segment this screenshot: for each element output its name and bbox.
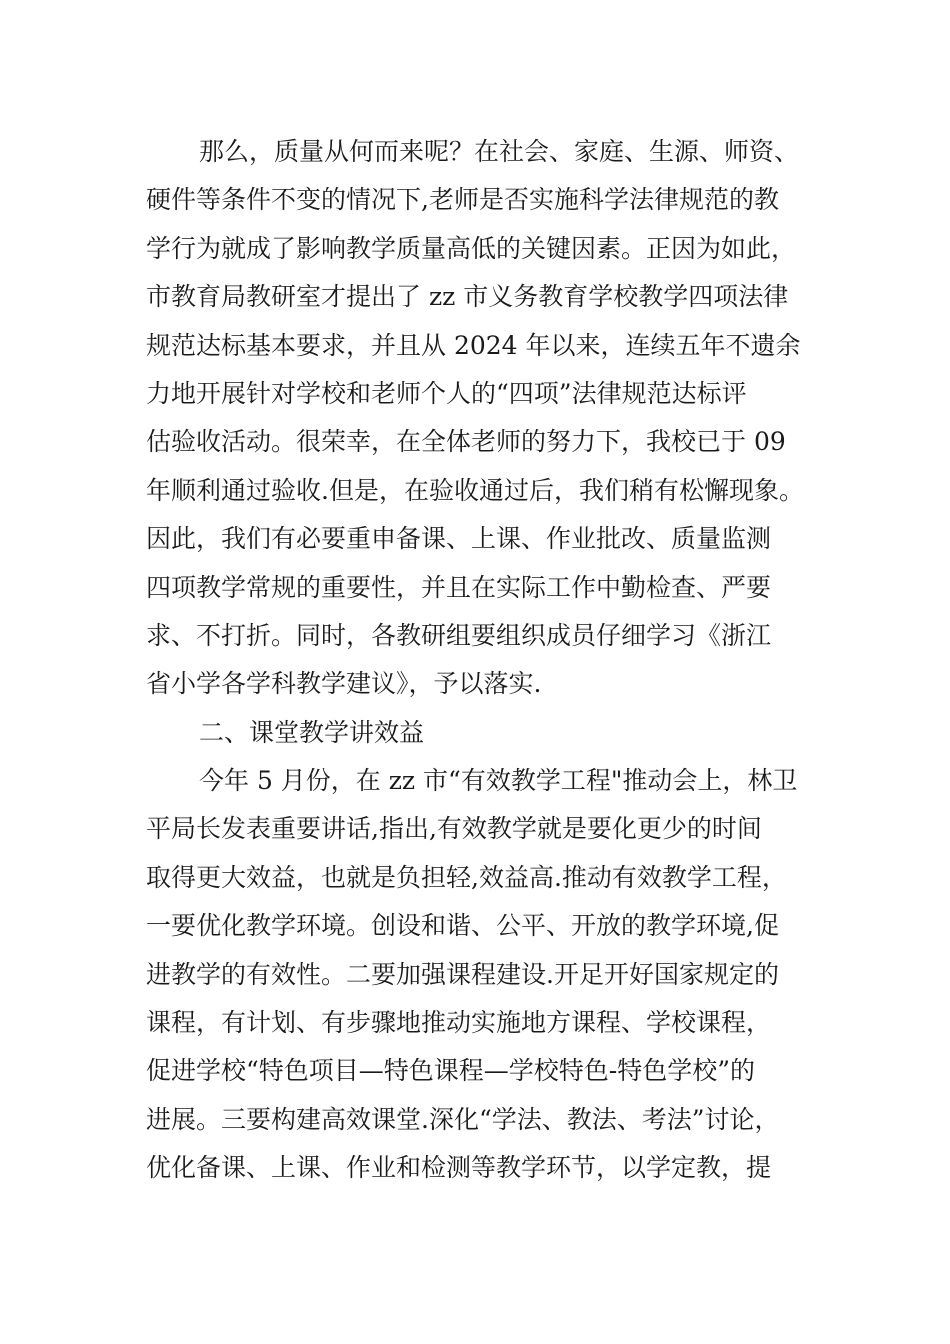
paragraph-line: 课程，有计划、有步骤地推动实施地方课程、学校课程， [146,1008,772,1038]
paragraph-line: 进教学的有效性。二要加强课程建设.开足开好国家规定的 [146,959,779,989]
paragraph-line: 学行为就成了影响教学质量高低的关键因素。正因为如此， [146,233,797,263]
paragraph-line: 力地开展针对学校和老师个人的“四项”法律规范达标评 [146,378,747,408]
paragraph-line: 一要优化教学环境。创设和谐、公平、开放的教学环境,促 [146,911,779,941]
paragraph-line: 市教育局教研室才提出了 zz 市义务教育学校教学四项法律 [146,282,789,312]
paragraph-line: 取得更大效益，也就是负担轻,效益高.推动有效教学工程， [146,862,787,892]
section-heading: 二、课堂教学讲效益 [199,717,425,747]
paragraph-line: 平局长发表重要讲话,指出,有效教学就是要化更少的时间 [146,814,762,844]
paragraph-line: 促进学校“特色项目—特色课程—学校特色-特色学校”的 [146,1056,756,1086]
document-body [146,128,826,1193]
paragraph-line: 四项教学常规的重要性，并且在实际工作中勤检查、严要 [146,572,772,602]
paragraph-line: 那么，质量从何而来呢？在社会、家庭、生源、师资、 [199,137,800,166]
paragraph-line: 估验收活动。很荣幸，在全体老师的努力下，我校已于 09 [146,427,786,457]
paragraph-line: 求、不打折。同时，各教研组要组织成员仔细学习《浙江 [146,620,772,650]
paragraph-line: 省小学各学科教学建议》，予以落实. [146,669,542,699]
paragraph-line: 进展。三要构建高效课堂.深化“学法、教法、考法”讨论， [146,1104,780,1134]
paragraph-line: 年顺利通过验收.但是，在验收通过后，我们稍有松懈现象。 [146,475,804,505]
paragraph-line: 规范达标基本要求，并且从 2024 年以来，连续五年不遗余 [146,330,801,360]
paragraph-line: 优化备课、上课、作业和检测等教学环节，以学定教，提 [146,1153,772,1183]
paragraph-line: 今年 5 月份，在 zz 市“有效教学工程"推动会上，林卫 [199,766,798,796]
paragraph-line: 因此，我们有必要重申备课、上课、作业批改、质量监测 [146,524,772,554]
paragraph-line: 硬件等条件不变的情况下,老师是否实施科学法律规范的教 [146,185,779,215]
